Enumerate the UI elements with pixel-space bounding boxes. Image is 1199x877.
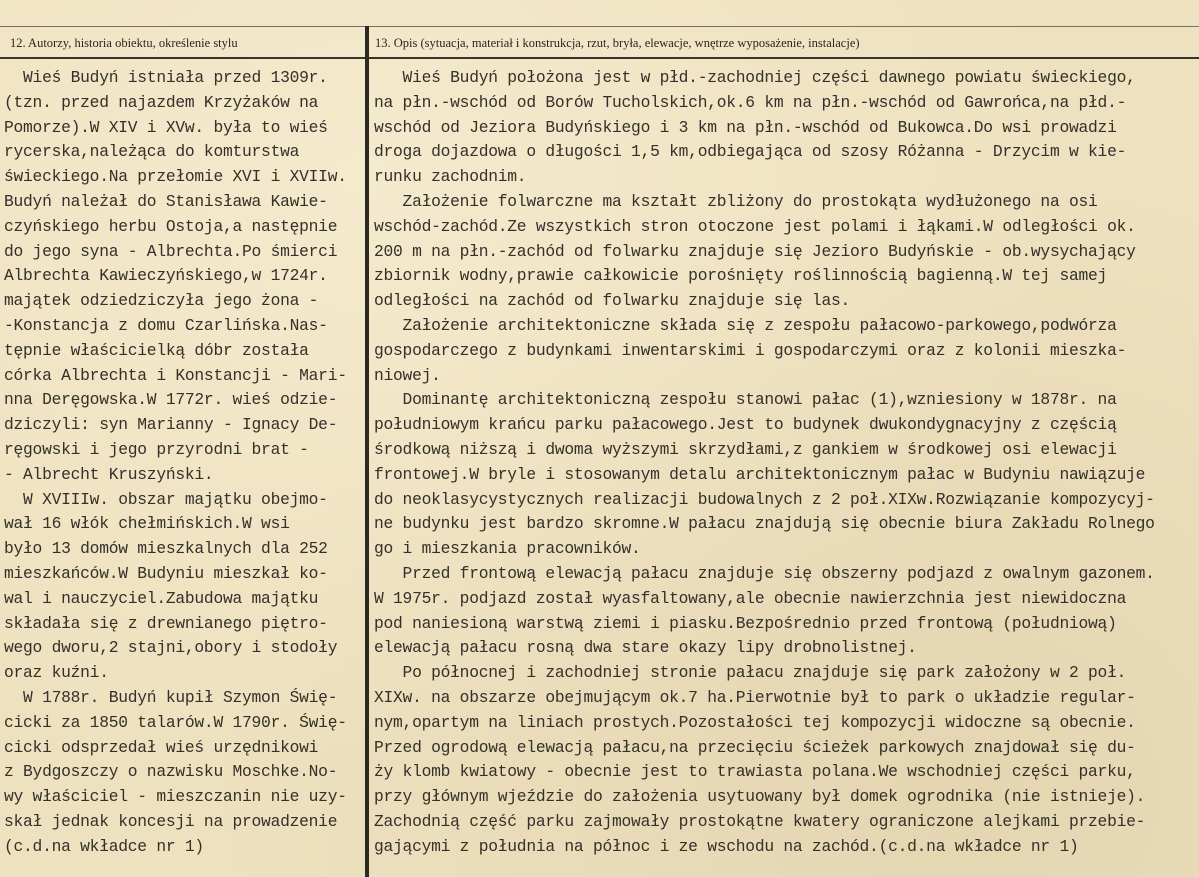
text-line: Przed frontową elewacją pałacu znajduje się obszerny podjazd z owalnym gazonem.	[374, 563, 1155, 583]
text-line: nna Deręgowska.W 1772r. wieś odzie-	[4, 390, 338, 410]
text-line: Dominantę architektoniczną zespołu stanowi pałac (1),wzniesiony w 1878r. na	[374, 390, 1117, 410]
text-line: gospodarczego z budynkami inwentarskimi i gospodarczymi oraz z kolonii mieszka-	[374, 340, 1127, 360]
text-line: cicki odsprzedał wieś urzędnikowi	[4, 737, 319, 757]
text-line: środkową niższą i dwoma wyższymi skrzydłami,z gankiem w środkowej osi elewacji	[374, 439, 1117, 459]
text-line: Po północnej i zachodniej stronie pałacu znajduje się park założony w 2 poł.	[374, 663, 1127, 683]
text-line: Albrechta Kawieczyńskiego,w 1724r.	[4, 266, 328, 286]
text-line: czyńskiego herbu Ostoja,a następnie	[4, 216, 338, 236]
text-line: Wieś Budyń położona jest w płd.-zachodniej części dawnego powiatu świeckiego,	[374, 68, 1136, 87]
text-line: wał 16 włók chełmińskich.W wsi	[4, 514, 290, 534]
text-line: oraz kuźni.	[4, 663, 109, 683]
text-line: frontowej.W bryle i stosowanym detalu architektonicznym pałac w Budyniu nawiązuje	[374, 464, 1146, 484]
description-text-column	[374, 66, 1199, 860]
text-line: W 1788r. Budyń kupił Szymon Świę-	[4, 687, 338, 707]
text-line: ne budynku jest bardzo skromne.W pałacu znajdują się obecnie biura Zakładu Rolnego	[374, 514, 1155, 534]
text-line: wy właściciel - mieszczanin nie uzy-	[4, 787, 347, 807]
text-line: na płn.-wschód od Borów Tucholskich,ok.6 km na płn.-wschód od Gawrońca,na płd.-	[374, 92, 1127, 112]
text-line: W XVIIIw. obszar majątku obejmo-	[4, 489, 328, 509]
text-line: Budyń należał do Stanisława Kawie-	[4, 191, 328, 211]
text-line: nym,opartym na liniach prostych.Pozostałości tej kompozycji widoczne są obecnie.	[374, 712, 1136, 732]
text-line: - Albrecht Kruszyński.	[4, 464, 214, 484]
text-line: do jego syna - Albrechta.Po śmierci	[4, 241, 338, 261]
text-line: z Bydgoszczy o nazwisku Moschke.No-	[4, 762, 338, 782]
text-line: niowej.	[374, 365, 441, 385]
text-line: mieszkańców.W Budyniu mieszkał ko-	[4, 563, 328, 583]
text-line: droga dojazdowa o długości 1,5 km,odbiegająca od szosy Różanna - Drzycim w kie-	[374, 142, 1127, 162]
text-line: Przed ogrodową elewacją pałacu,na przecięciu ścieżek parkowych znajdował się du-	[374, 737, 1136, 757]
text-line: -Konstancja z domu Czarlińska.Nas-	[4, 315, 328, 335]
text-line: południowym krańcu parku pałacowego.Jest to budynek dwukondygnacyjny z częścią	[374, 415, 1117, 435]
text-line: tępnie właścicielką dóbr została	[4, 340, 309, 360]
history-text-column	[4, 66, 366, 860]
text-line: wal i nauczyciel.Zabudowa majątku	[4, 588, 319, 608]
text-line: Pomorze).W XIV i XVw. była to wieś	[4, 117, 328, 137]
text-line: W 1975r. podjazd został wyasfaltowany,ale obecnie nawierzchnia jest niewidoczna	[374, 588, 1127, 608]
text-line: wschód-zachód.Ze wszystkich stron otoczone jest polami i łąkami.W odległości ok.	[374, 216, 1136, 236]
text-line: go i mieszkania pracowników.	[374, 539, 641, 559]
text-line: wego dworu,2 stajni,obory i stodoły	[4, 638, 338, 658]
text-line: ży klomb kwiatowy - obecnie jest to trawiasta polana.We wschodniej części parku,	[374, 762, 1136, 782]
text-line: (c.d.na wkładce nr 1)	[4, 836, 204, 856]
text-line: składała się z drewnianego piętro-	[4, 613, 328, 633]
text-line: cicki za 1850 talarów.W 1790r. Świę-	[4, 712, 347, 732]
section-13-header: 13. Opis (sytuacja, materiał i konstrukcja, rzut, bryła, elewacje, wnętrze wyposażenie, instalacje)	[375, 36, 860, 50]
text-line: było 13 domów mieszkalnych dla 252	[4, 539, 328, 559]
text-line: ręgowski i jego przyrodni brat -	[4, 439, 309, 459]
text-line: Wieś Budyń istniała przed 1309r.	[4, 68, 328, 87]
text-line: Założenie folwarczne ma kształt zbliżony do prostokąta wydłużonego na osi	[374, 191, 1098, 211]
text-line: Założenie architektoniczne składa się z zespołu pałacowo-parkowego,podwórza	[374, 315, 1117, 335]
text-line: świeckiego.Na przełomie XVI i XVIIw.	[4, 167, 347, 187]
text-line: XIXw. na obszarze obejmującym ok.7 ha.Pierwotnie był to park o układzie regular-	[374, 687, 1136, 707]
text-line: zbiornik wodny,prawie całkowicie porośnięty roślinnością bagienną.W tej samej	[374, 266, 1108, 286]
text-line: do neoklasycystycznych realizacji budowalnych z 2 poł.XIXw.Rozwiązanie kompozycyj-	[374, 489, 1155, 509]
text-line: odległości na zachód od folwarku znajduje się las.	[374, 291, 851, 311]
text-line: wschód od Jeziora Budyńskiego i 3 km na płn.-wschód od Bukowca.Do wsi prowadzi	[374, 117, 1117, 137]
text-line: 200 m na płn.-zachód od folwarku znajduje się Jezioro Budyńskie - ob.wysychający	[374, 241, 1136, 261]
text-line: Zachodnią część parku zajmowały prostokątne kwatery ograniczone alejkami przebie-	[374, 811, 1146, 831]
text-line: córka Albrechta i Konstancji - Mari-	[4, 365, 347, 385]
text-line: skał jednak koncesji na prowadzenie	[4, 811, 338, 831]
text-line: gającymi z południa na północ i ze wschodu na zachód.(c.d.na wkładce nr 1)	[374, 836, 1079, 856]
text-line: dziczyli: syn Marianny - Ignacy De-	[4, 415, 338, 435]
section-12-header: 12. Autorzy, historia obiektu, określenie stylu	[10, 36, 238, 50]
header-rule	[0, 57, 1199, 59]
top-rule	[0, 26, 1199, 27]
text-line: przy głównym wjeździe do założenia usytuowany był domek ogrodnika (nie istnieje).	[374, 787, 1146, 807]
text-line: rycerska,należąca do komturstwa	[4, 142, 300, 162]
text-line: runku zachodnim.	[374, 167, 527, 187]
text-line: (tzn. przed najazdem Krzyżaków na	[4, 92, 319, 112]
text-line: elewacją pałacu rosną dwa stare okazy lipy drobnolistnej.	[374, 638, 917, 658]
text-line: majątek odziedziczyła jego żona -	[4, 291, 319, 311]
text-line: pod naniesioną warstwą ziemi i piasku.Bezpośrednio przed frontową (południową)	[374, 613, 1117, 633]
